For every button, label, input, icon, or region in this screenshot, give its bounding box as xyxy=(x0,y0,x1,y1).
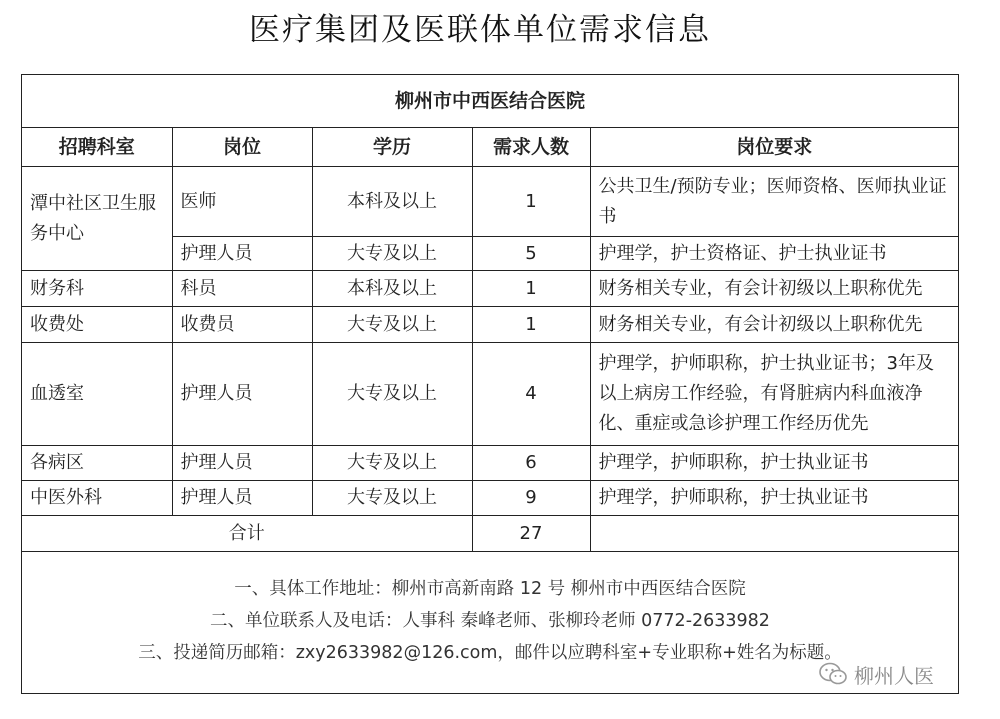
header-dept: 招聘科室 xyxy=(22,128,172,167)
note-address: 一、具体工作地址：柳州市高新南路 12 号 柳州市中西医结合医院 xyxy=(234,579,746,599)
count-cell: 4 xyxy=(472,343,590,446)
requirements-sheet xyxy=(21,74,959,694)
post-cell: 护理人员 xyxy=(172,446,312,481)
req-cell: 公共卫生/预防专业；医师资格、医师执业证书 xyxy=(590,167,958,237)
post-cell: 医师 xyxy=(172,167,312,237)
total-count: 27 xyxy=(472,516,590,552)
requirements-table xyxy=(22,75,958,552)
header-count: 需求人数 xyxy=(472,128,590,167)
table-row xyxy=(22,307,958,343)
watermark xyxy=(818,656,934,692)
dept-cell: 各病区 xyxy=(22,446,172,481)
edu-cell: 本科及以上 xyxy=(312,167,472,237)
contact-notes xyxy=(22,573,958,669)
wechat-icon xyxy=(818,661,848,687)
table-row xyxy=(22,343,958,446)
count-cell: 1 xyxy=(472,167,590,237)
edu-cell: 本科及以上 xyxy=(312,271,472,307)
total-empty-cell xyxy=(590,516,958,552)
count-cell: 6 xyxy=(472,446,590,481)
table-row xyxy=(22,446,958,481)
edu-cell: 大专及以上 xyxy=(312,481,472,516)
req-cell: 护理学，护士资格证、护士执业证书 xyxy=(590,237,958,271)
count-cell: 9 xyxy=(472,481,590,516)
post-cell: 护理人员 xyxy=(172,237,312,271)
table-row xyxy=(22,481,958,516)
req-cell: 护理学，护师职称，护士执业证书 xyxy=(590,481,958,516)
post-cell: 护理人员 xyxy=(172,343,312,446)
hospital-name: 柳州市中西医结合医院 xyxy=(22,75,958,128)
edu-cell: 大专及以上 xyxy=(312,307,472,343)
req-cell: 财务相关专业，有会计初级以上职称优先 xyxy=(590,271,958,307)
header-edu: 学历 xyxy=(312,128,472,167)
dept-cell: 潭中社区卫生服务中心 xyxy=(22,167,172,271)
dept-cell: 财务科 xyxy=(22,271,172,307)
note-contact: 二、单位联系人及电话：人事科 秦峰老师、张柳玲老师 0772-2633982 xyxy=(210,611,770,631)
post-cell: 收费员 xyxy=(172,307,312,343)
table-row xyxy=(22,167,958,237)
count-cell: 1 xyxy=(472,271,590,307)
edu-cell: 大专及以上 xyxy=(312,343,472,446)
page-title: 医疗集团及医联体单位需求信息 xyxy=(249,12,711,48)
post-cell: 护理人员 xyxy=(172,481,312,516)
dept-cell: 中医外科 xyxy=(22,481,172,516)
hospital-row xyxy=(22,75,958,128)
dept-cell: 收费处 xyxy=(22,307,172,343)
total-row xyxy=(22,516,958,552)
req-cell: 护理学，护师职称，护士执业证书 xyxy=(590,446,958,481)
edu-cell: 大专及以上 xyxy=(312,446,472,481)
dept-cell: 血透室 xyxy=(22,343,172,446)
header-row xyxy=(22,128,958,167)
post-cell: 科员 xyxy=(172,271,312,307)
note-email: 三、投递简历邮箱：zxy2633982@126.com，邮件以应聘科室+专业职称+姓名为标题。 xyxy=(138,643,842,663)
req-cell: 护理学，护师职称，护士执业证书；3年及以上病房工作经验，有肾脏病内科血液净化、重症或急诊护理工作经历优先 xyxy=(590,343,958,446)
header-post: 岗位 xyxy=(172,128,312,167)
count-cell: 1 xyxy=(472,307,590,343)
count-cell: 5 xyxy=(472,237,590,271)
watermark-text: 柳州人医 xyxy=(854,663,934,688)
header-req: 岗位要求 xyxy=(590,128,958,167)
req-cell: 财务相关专业，有会计初级以上职称优先 xyxy=(590,307,958,343)
table-row xyxy=(22,271,958,307)
edu-cell: 大专及以上 xyxy=(312,237,472,271)
total-label: 合计 xyxy=(22,516,472,552)
